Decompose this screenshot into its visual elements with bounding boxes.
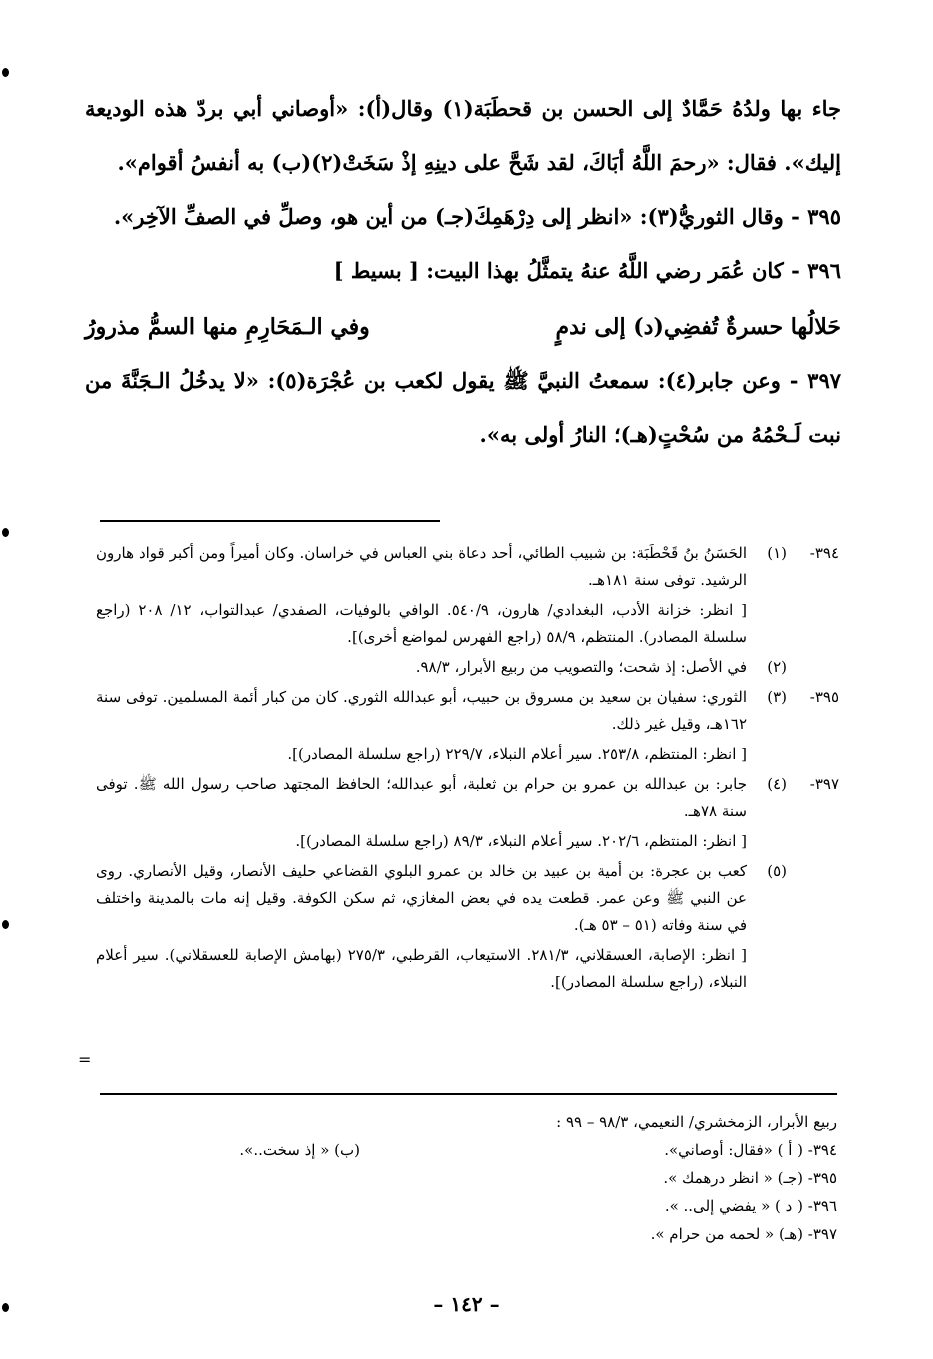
variant-entry-secondary: (ب) « إذ سخت..».	[239, 1141, 360, 1159]
footnote-item-number: ٣٩٧-	[809, 775, 839, 793]
binding-hole-mark	[2, 920, 9, 929]
footnote-text: الحَسَنُ بنُ قَحْطَبَة: بن شبيب الطائي، أحد دعاة بني العباس في خراسان. وكان أميراً ومن أكبر قواد هارون الرشيد. توفى سنة ١٨١هـ.	[96, 544, 747, 589]
footnote-item-number: ٣٩٥-	[809, 688, 839, 706]
item-number: ٣٩٧ -	[789, 368, 842, 393]
binding-hole-mark	[2, 68, 9, 77]
footnote-reference: [ انظر: المنتظم، ٢٥٣/٨. سير أعلام النبلاء، ٢٢٩/٧ (راجع سلسلة المصادر)].	[287, 745, 747, 763]
textual-variants	[100, 1108, 837, 1248]
binding-hole-mark	[2, 1303, 9, 1312]
footnote-mark: (١)	[767, 544, 787, 562]
item-395	[85, 190, 841, 244]
footnote	[96, 540, 839, 651]
item-number: ٣٩٦ -	[791, 258, 841, 283]
paragraph-394-continued: جاء بها ولدُهُ حَمَّادٌ إلى الحسن بن قحطَبَة(١) وقال(أ): «أوصاني أبي بردّ هذه الوديعة إليك». فقال: «رحمَ اللَّهُ أبَاكَ، لقد شَحَّ على دينِهِ إذْ سَخَتْ(٢)(ب) به أنفسُ أقوام».	[85, 96, 841, 175]
variant-entry: ٣٩٥- (جـ) « انظر درهمك ».	[663, 1169, 837, 1187]
footnote-mark: (٣)	[767, 688, 787, 706]
footnote	[96, 858, 839, 996]
footnote-mark: (٢)	[767, 658, 787, 676]
footnote-item-number	[787, 858, 839, 996]
footnote-text: الثوري: سفيان بن سعيد بن مسروق بن حبيب، أبو عبدالله الثوري. كان من كبار أئمة المسلمين. توفى سنة ١٦٢هـ، وقيل غير ذلك.	[96, 688, 747, 733]
item-text: كان عُمَر رضي اللَّهُ عنهُ يتمثَّلُ بهذا البيت: [ بسيط ]	[333, 258, 784, 283]
poem-verse	[85, 300, 841, 354]
footnote	[96, 771, 839, 855]
footnote-reference: [ انظر: الإصابة، العسقلاني، ٢٨١/٣. الاستيعاب، القرطبي، ٢٧٥/٣ (بهامش الإصابة للعسقلاني). سير أعلام النبلاء، (راجع سلسلة المصادر)].	[96, 946, 747, 991]
item-396	[85, 244, 841, 298]
footnote-reference: [ انظر: خزانة الأدب، البغدادي/ هارون، ٥٤٠/٩. الوافي بالوفيات، الصفدي/ عبدالتواب، ١٢/ ٢٠٨ (راجع سلسلة المصادر). المنتظم، ٥٨/٩ (راجع الفهرس لمواضع أخرى)].	[96, 601, 747, 646]
footnote-reference: [ انظر: المنتظم، ٢٠٢/٦. سير أعلام النبلاء، ٨٩/٣ (راجع سلسلة المصادر)].	[295, 832, 747, 850]
footnote-item-number	[787, 654, 839, 681]
binding-hole-mark	[2, 528, 9, 537]
footnote	[96, 654, 839, 681]
variant-row	[100, 1220, 837, 1248]
verse-first-hemistich: حَلالُها حسرةٌ تُفضِي(د) إلى ندمٍ	[555, 314, 841, 340]
footnote	[96, 684, 839, 768]
footnote-divider	[100, 520, 440, 522]
item-text: وقال الثوريُّ(٣): «انظر إلى دِرْهَمِكَ(جـ) من أين هو، وصلِّ في الصفِّ الآخِر».	[113, 204, 784, 229]
variants-divider	[100, 1093, 837, 1095]
verse-second-hemistich: وفي الـمَحَارِمِ منها السمُّ مذرورُ	[85, 314, 370, 340]
margin-mark: =	[78, 1050, 92, 1069]
variants-source: ربيع الأبرار، الزمخشري/ النعيمي، ٩٨/٣ – ٩٩ :	[556, 1113, 837, 1131]
variant-row	[100, 1164, 837, 1192]
footnote-text: كعب بن عجرة: بن أمية بن عبيد بن خالد بن عمرو البلوي القضاعي حليف الأنصار، وقيل الأنصاري. روى عن النبي ﷺ وعن عمر. قطعت يده في بعض المغازي، ثم سكن الكوفة. وقيل إنه مات بالمدينة واختلف في سنة وفاته (٥١ – ٥٣ هـ).	[96, 862, 747, 934]
footnote-text: في الأصل: إذ شحت؛ والتصويب من ربيع الأبرار، ٩٨/٣.	[415, 658, 747, 676]
footnote-text: جابر: بن عبدالله بن عمرو بن حرام بن ثعلبة، أبو عبدالله؛ الحافظ المجتهد صاحب رسول الله ﷺ. توفى سنة ٧٨هـ.	[96, 775, 747, 820]
footnote-mark: (٤)	[767, 775, 787, 793]
variant-row	[100, 1136, 837, 1164]
main-text	[85, 82, 841, 462]
variant-entry: ٣٩٦- ( د ) « يفضي إلى.. ».	[664, 1197, 837, 1215]
footnote-mark: (٥)	[767, 862, 787, 880]
footnotes	[96, 540, 839, 999]
variant-entry: ٣٩٧- (هـ) « لحمه من حرام ».	[650, 1225, 837, 1243]
item-number: ٣٩٥ -	[791, 204, 841, 229]
page-number: – ١٤٢ –	[433, 1292, 500, 1316]
footnote-item-number: ٣٩٤-	[809, 544, 839, 562]
variant-row	[100, 1192, 837, 1220]
variant-entry: ٣٩٤- ( أ ) «فقال: أوصاني».	[664, 1141, 837, 1159]
item-397	[85, 354, 841, 462]
item-text: وعن جابر(٤): سمعتُ النبيَّ ﷺ يقول لكعب بن عُجْرَة(٥): «لا يدخُلُ الـجَنَّةَ من نبت لَـحْمُهُ من سُحْتٍ(هـ)؛ النارُ أولى به».	[85, 368, 841, 447]
